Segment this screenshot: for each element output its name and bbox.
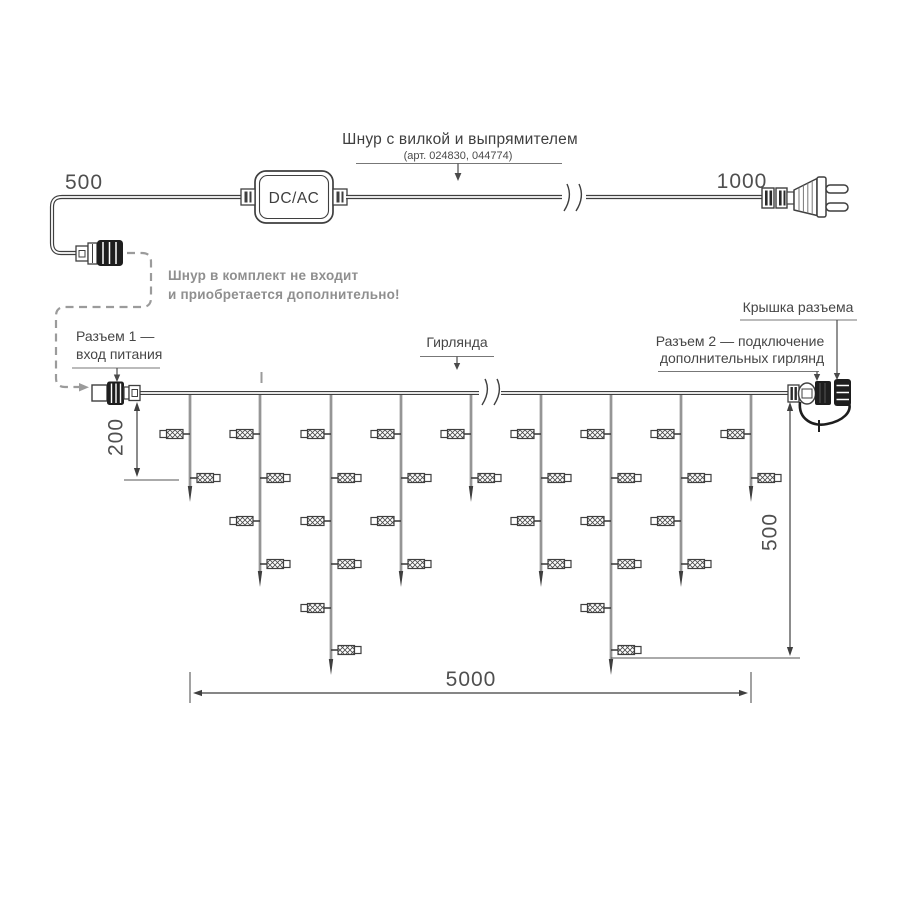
cable-break-mark: [564, 184, 569, 211]
not-included-callout: [56, 253, 400, 392]
garland-drop: [511, 395, 571, 587]
connector-2: [788, 379, 851, 432]
drop-tip: [609, 659, 613, 675]
led-lamp: [511, 517, 541, 526]
converter-label: DC/AC: [268, 190, 320, 207]
led-lamp: [230, 517, 260, 526]
led-lamp: [541, 474, 571, 483]
connector2-callout: [656, 333, 825, 381]
plug-prong-top: [826, 185, 848, 193]
dim-500-label: 500: [758, 512, 782, 552]
cord-title: Шнур с вилкой и выпрямителем: [342, 131, 578, 148]
led-lamp: [611, 646, 641, 655]
connector1-label-line2: вход питания: [76, 346, 163, 362]
garland-drops: [160, 395, 781, 675]
connector2-label-line1: Разъем 2 — подключение: [655, 333, 825, 349]
garland-drop: [441, 395, 501, 502]
plug-prong-bottom: [826, 203, 848, 211]
led-lamp: [401, 474, 431, 483]
garland-drop: [230, 395, 290, 587]
garland-callout: [420, 334, 494, 370]
led-lamp: [581, 604, 611, 613]
cord-cable-left: [52, 197, 243, 253]
arrow-right-icon: [79, 383, 89, 392]
led-lamp: [401, 560, 431, 569]
garland-main-wire: [137, 379, 789, 405]
drop-tip: [679, 571, 683, 587]
led-lamp: [721, 430, 751, 439]
connector1-callout: [72, 328, 162, 382]
drop-tip: [258, 571, 262, 587]
drop-tip: [329, 659, 333, 675]
arrow-down-icon: [454, 363, 460, 370]
dimension-5000: [190, 668, 751, 703]
led-lamp: [331, 646, 361, 655]
arrow-down-icon: [455, 173, 462, 181]
power-plug: [762, 177, 848, 217]
dim-500-cord-label: 500: [64, 171, 104, 194]
led-lamp: [331, 560, 361, 569]
cord-cable-right: [346, 184, 764, 211]
led-lamp: [681, 474, 711, 483]
arrow-down-icon: [114, 375, 120, 383]
led-lamp: [611, 474, 641, 483]
dim-5000-label: 5000: [445, 668, 497, 691]
led-lamp: [230, 430, 260, 439]
garland-drop: [721, 395, 781, 502]
converter-stub-right: [333, 189, 347, 205]
garland-drop: [371, 395, 431, 587]
drop-tip: [469, 486, 473, 502]
led-lamp: [651, 430, 681, 439]
converter-stub-left: [241, 189, 255, 205]
cord-end-connector: [76, 240, 123, 266]
led-lamp: [681, 560, 711, 569]
arrow-down-icon: [834, 373, 840, 380]
led-lamp: [331, 474, 361, 483]
wire-break-mark: [482, 379, 487, 405]
led-lamp: [301, 430, 331, 439]
note-line2: и приобретается дополнительно!: [168, 287, 400, 302]
dim-200-label: 200: [104, 417, 128, 457]
led-lamp: [441, 430, 471, 439]
garland-drop: [301, 395, 361, 675]
led-lamp: [511, 430, 541, 439]
drop-tip: [749, 486, 753, 502]
dc-ac-converter: [241, 171, 347, 223]
led-lamp: [581, 430, 611, 439]
drop-tip: [399, 571, 403, 587]
led-lamp: [371, 517, 401, 526]
led-lamp: [301, 604, 331, 613]
garland-drop: [160, 395, 220, 502]
led-lamp: [160, 430, 190, 439]
led-lamp: [541, 560, 571, 569]
note-line1: Шнур в комплект не входит: [168, 268, 359, 283]
dim-1000-cord-label: 1000: [716, 170, 768, 193]
cap-label: Крышка разъема: [742, 299, 854, 315]
connector1-label-line1: Разъем 1 —: [76, 328, 155, 344]
led-lamp: [371, 430, 401, 439]
cord-title-callout: [342, 131, 578, 181]
led-lamp: [651, 517, 681, 526]
led-lamp: [301, 517, 331, 526]
drop-tip: [539, 571, 543, 587]
led-lamp: [260, 474, 290, 483]
led-lamp: [611, 560, 641, 569]
connector2-label-line2: дополнительных гирлянд: [659, 350, 825, 366]
garland-drop: [651, 395, 711, 587]
drop-tip: [188, 486, 192, 502]
connector-cap: [834, 379, 851, 406]
led-lamp: [260, 560, 290, 569]
arrow-down-icon: [814, 374, 820, 381]
cord-article: (арт. 024830, 044774): [403, 150, 513, 162]
dimension-500: [611, 402, 800, 658]
garland-drop: [581, 395, 641, 675]
connector-1: [92, 382, 140, 406]
dimension-200: [105, 402, 180, 480]
garland-assembly: [72, 299, 857, 703]
led-lamp: [581, 517, 611, 526]
led-lamp: [471, 474, 501, 483]
led-lamp: [751, 474, 781, 483]
garland-label: Гирлянда: [426, 334, 488, 350]
led-lamp: [190, 474, 220, 483]
